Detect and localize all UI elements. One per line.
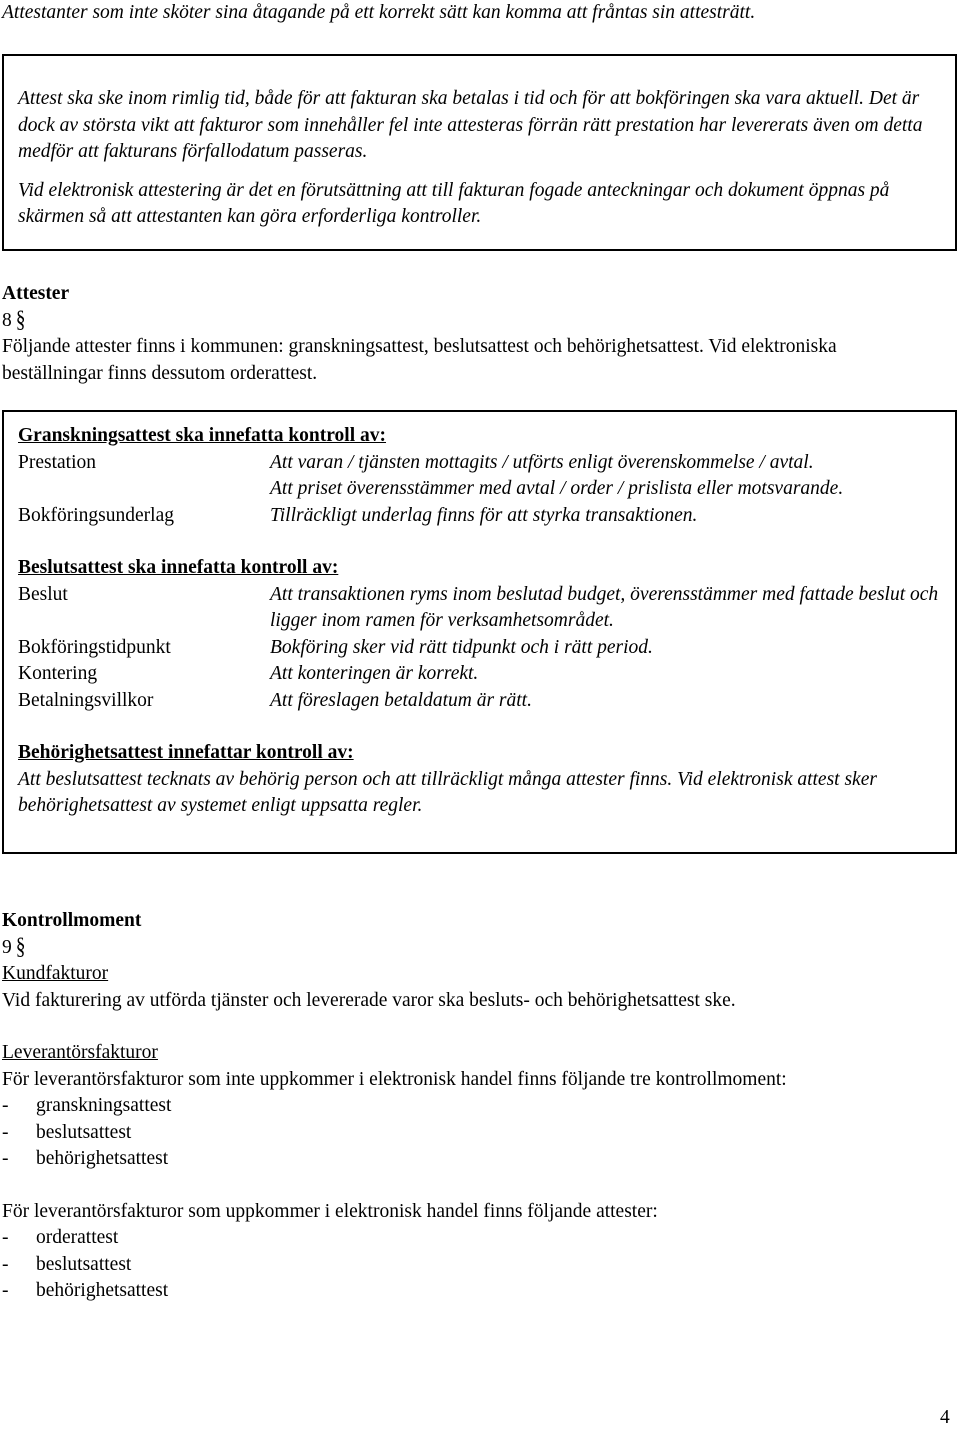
list-item bbox=[2, 1252, 942, 1279]
row-term: Bokföringsunderlag bbox=[18, 504, 174, 526]
row-term bbox=[18, 476, 270, 503]
lev-text-2: För leverantörsfakturor som uppkommer i elektronisk handel finns följande attester: bbox=[2, 1200, 658, 1222]
list-item bbox=[2, 1146, 942, 1173]
section-8-label bbox=[2, 308, 942, 335]
section-sign: § bbox=[15, 933, 26, 960]
gransk-row bbox=[18, 450, 941, 477]
list-item bbox=[2, 1278, 942, 1305]
beslut-row bbox=[18, 688, 941, 715]
list-item bbox=[2, 1093, 942, 1120]
list-item-text: granskningsattest bbox=[36, 1095, 172, 1116]
attester-section bbox=[2, 281, 942, 387]
list-dash: - bbox=[2, 1148, 9, 1169]
attester-heading: Attester bbox=[2, 283, 70, 304]
gransk-row bbox=[18, 503, 941, 530]
list-item-text: beslutsattest bbox=[36, 1121, 132, 1143]
section-number: 9 bbox=[2, 936, 12, 958]
section-9-label bbox=[2, 935, 942, 962]
section-sign: § bbox=[15, 306, 26, 333]
row-term: Beslut bbox=[18, 583, 68, 605]
attest-time-paragraph: Attest ska ske inom rimlig tid, både för att fakturan ska betalas i tid och för att bokföringen ska vara aktuell. Det är dock av största vikt att fakturor som innehåller fel inte attesteras förrän rätt prestation har levererats även om detta medför att fakturans förfallodatum passeras. bbox=[18, 88, 923, 162]
list-item bbox=[2, 1120, 942, 1147]
row-term: Prestation bbox=[18, 451, 96, 473]
list-dash: - bbox=[2, 1280, 9, 1301]
beslut-heading: Beslutsattest ska innefatta kontroll av: bbox=[18, 557, 339, 578]
list-dash: - bbox=[2, 1121, 9, 1143]
attester-text: Följande attester finns i kommunen: granskningsattest, beslutsattest och behörighetsattest. Vid elektroniska beställningar finns dessutom orderattest. bbox=[2, 336, 837, 384]
gransk-heading: Granskningsattest ska innefatta kontroll av: bbox=[18, 425, 387, 446]
attest-types-box bbox=[2, 410, 957, 854]
list-item bbox=[2, 1225, 942, 1252]
row-desc: Att föreslagen betaldatum är rätt. bbox=[270, 689, 532, 711]
behorig-heading: Behörighetsattest innefattar kontroll av: bbox=[18, 742, 354, 763]
kund-text: Vid fakturering av utförda tjänster och levererade varor ska besluts- och behörighetsattest ske. bbox=[2, 989, 736, 1011]
kund-heading: Kundfakturor bbox=[2, 963, 109, 984]
lev-text-1: För leverantörsfakturor som inte uppkommer i elektronisk handel finns följande tre kontrollmoment: bbox=[2, 1068, 787, 1090]
row-term: Kontering bbox=[18, 663, 98, 684]
row-term: Bokföringstidpunkt bbox=[18, 636, 171, 658]
attest-info-box bbox=[2, 54, 957, 251]
row-desc: Att varan / tjänsten mottagits / utförts enligt överenskommelse / avtal. bbox=[270, 451, 814, 473]
beslut-row bbox=[18, 661, 941, 688]
row-desc: Tillräckligt underlag finns för att styrka transaktionen. bbox=[270, 504, 698, 526]
list-item-text: orderattest bbox=[36, 1227, 119, 1248]
row-term: Betalningsvillkor bbox=[18, 689, 154, 711]
section-number: 8 bbox=[2, 309, 12, 331]
intro-line: Attestanter som inte sköter sina åtagande på ett korrekt sätt kan komma att fråntas sin attesträtt. bbox=[2, 2, 756, 23]
list-item-text: beslutsattest bbox=[36, 1253, 132, 1275]
beslut-row bbox=[18, 635, 941, 662]
list-item-text: behörighetsattest bbox=[36, 1148, 169, 1169]
list-dash: - bbox=[2, 1253, 9, 1275]
row-desc: Att konteringen är korrekt. bbox=[270, 663, 479, 684]
row-desc: Bokföring sker vid rätt tidpunkt och i rätt period. bbox=[270, 636, 653, 658]
row-desc: Att priset överensstämmer med avtal / order / prislista eller motsvarande. bbox=[270, 478, 844, 499]
list-dash: - bbox=[2, 1227, 9, 1248]
kontroll-heading: Kontrollmoment bbox=[2, 910, 142, 931]
list-dash: - bbox=[2, 1095, 9, 1116]
gransk-row bbox=[18, 476, 941, 503]
behorig-text: Att beslutsattest tecknats av behörig person och att tillräckligt många attester finns. Vid elektronisk attest sker behörighetsattest av systemet enligt uppsatta regler. bbox=[18, 768, 877, 816]
beslut-row bbox=[18, 582, 941, 635]
row-desc: Att transaktionen ryms inom beslutad budget, överensstämmer med fattade beslut och ligger inom ramen för verksamhetsområdet. bbox=[270, 583, 939, 631]
electronic-attest-paragraph: Vid elektronisk attestering är det en förutsättning att till fakturan fogade anteckningar och dokument öppnas på skärmen så att attestanten kan göra erforderliga kontroller. bbox=[18, 179, 890, 227]
lev-heading: Leverantörsfakturor bbox=[2, 1042, 158, 1063]
list-item-text: behörighetsattest bbox=[36, 1280, 169, 1301]
page-number: 4 bbox=[940, 1407, 950, 1428]
kontroll-section bbox=[2, 908, 942, 1305]
